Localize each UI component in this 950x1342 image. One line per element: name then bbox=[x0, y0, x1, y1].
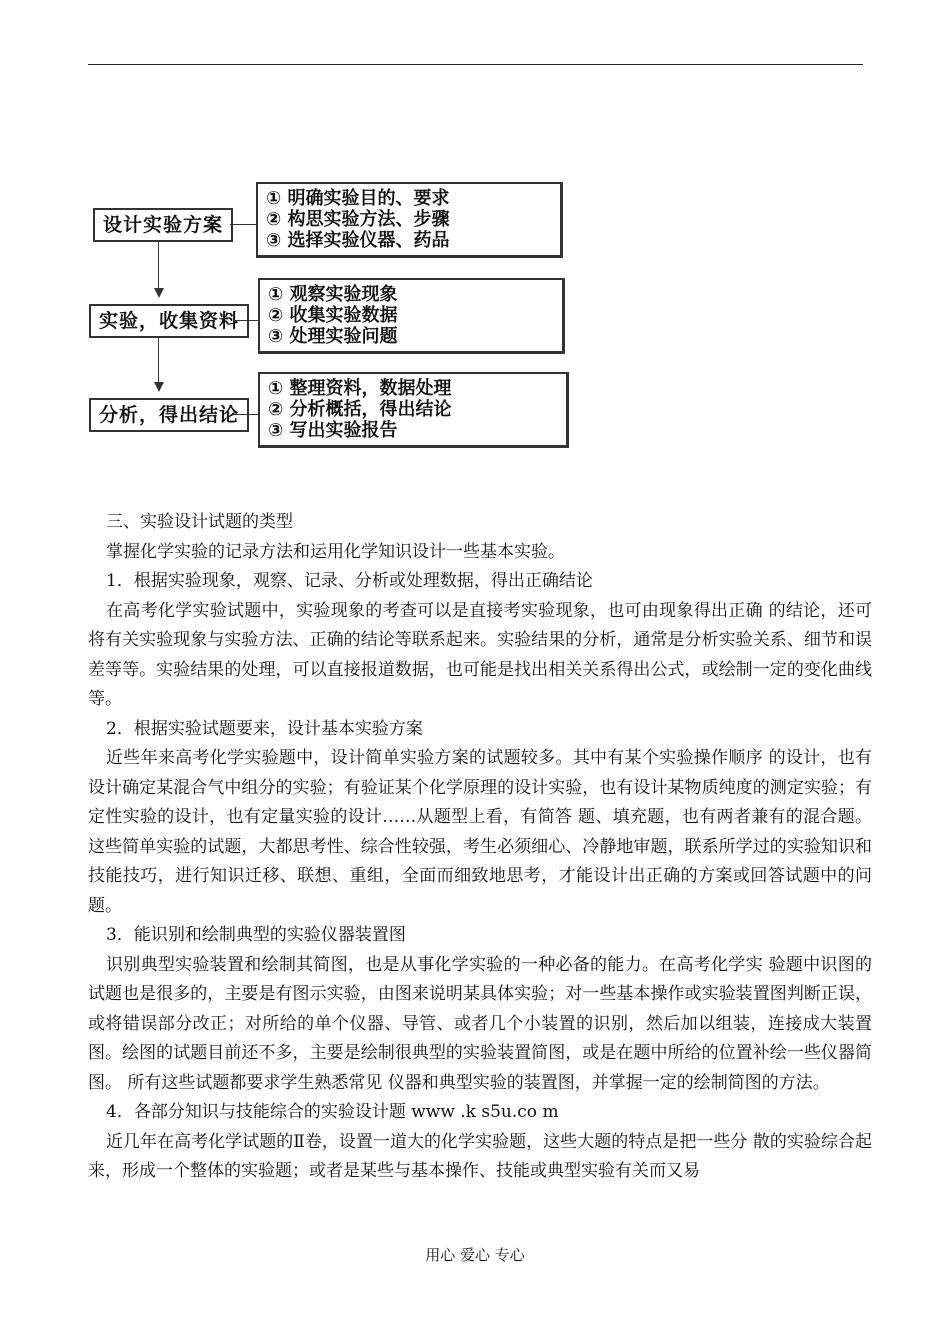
flow-arrow-line bbox=[158, 338, 159, 384]
detail-line: ③ 处理实验问题 bbox=[268, 326, 398, 347]
detail-box-experiment bbox=[258, 278, 565, 354]
item-paragraph: 近几年在高考化学试题的Ⅱ卷，设置一道大的化学实验题，这些大题的特点是把一些分 散的实验综合起来，形成一个整体的实验题；或者是某些与基本操作、技能或典型实验有关而又易 bbox=[88, 1131, 872, 1181]
stage-design-plan: 设计实验方案 bbox=[93, 208, 233, 242]
item-heading: 4．各部分知识与技能综合的实验设计题 www .k s5u.co m bbox=[106, 1102, 559, 1122]
item-paragraph: 近些年来高考化学实验题中，设计简单实验方案的试题较多。其中有某个实验操作顺序 的设计，也有设计确定某混合气中组分的实验；有验证某个化学原理的设计实验，也有设计某物质纯度的测定实验；有定性实验的设计，也有定量实验的设计……从题型上看，有简答 题、填充题，也有两者兼有的混合题。这些简单实验的试题，大都思考性、综合性较强，考生必须细心、冷静地审题，联系所学过的实验知识和技能技巧，进行知识迁移、联想、重组，全面而细致地思考，才能设计出正确的方案或回答试题中的问题。 bbox=[88, 748, 872, 916]
detail-line: ① 观察实验现象 bbox=[268, 284, 398, 305]
detail-box-design bbox=[256, 182, 563, 258]
stage-experiment-collect: 实验，收集资料 bbox=[89, 304, 249, 338]
arrow-down-icon bbox=[154, 288, 164, 298]
detail-line: ③ 选择实验仪器、药品 bbox=[266, 230, 450, 251]
detail-line: ② 构思实验方法、步骤 bbox=[266, 209, 450, 230]
detail-line: ③ 写出实验报告 bbox=[268, 420, 398, 441]
detail-line: ② 分析概括，得出结论 bbox=[268, 399, 452, 420]
item-heading: 3．能识别和绘制典型的实验仪器装置图 bbox=[106, 925, 406, 945]
item-paragraph: 在高考化学实验试题中，实验现象的考查可以是直接考实验现象，也可由现象得出正确 的结论，还可将有关实验现象与实验方法、正确的结论等联系起来。实验结果的分析，通常是分析实验关系、细节和误差等等。实验结果的处理，可以直接报道数据，也可能是找出相关关系得出公式，或绘制一定的变化曲线等。 bbox=[88, 600, 872, 709]
item-heading: 2．根据实验试题要来，设计基本实验方案 bbox=[106, 718, 423, 739]
flow-arrow-line bbox=[158, 242, 159, 290]
intro-paragraph: 掌握化学实验的记录方法和运用化学知识设计一些基本实验。 bbox=[106, 541, 565, 562]
document-body bbox=[88, 508, 872, 1187]
page-footer: 用心 爱心 专心 bbox=[425, 1246, 525, 1264]
connector bbox=[234, 320, 258, 321]
detail-line: ② 收集实验数据 bbox=[268, 305, 398, 326]
stage-analyze-conclude: 分析，得出结论 bbox=[89, 398, 249, 432]
item-heading: 1．根据实验现象，观察、记录、分析或处理数据，得出正确结论 bbox=[106, 571, 593, 591]
arrow-down-icon bbox=[154, 382, 164, 392]
detail-line: ① 整理资料，数据处理 bbox=[268, 378, 452, 399]
section-title: 三、实验设计试题的类型 bbox=[106, 512, 293, 532]
connector bbox=[230, 224, 256, 225]
flowchart bbox=[0, 0, 950, 470]
detail-box-analysis bbox=[258, 372, 569, 448]
detail-line: ① 明确实验目的、要求 bbox=[266, 188, 450, 209]
connector bbox=[234, 414, 258, 415]
item-paragraph: 识别典型实验装置和绘制其简图，也是从事化学实验的一种必备的能力。在高考化学实 验题中识图的试题也是很多的，主要是有图示实验，由图来说明某具体实验；对一些基本操作或实验装置图判断正误，或将错误部分改正；对所给的单个仪器、导管、或者几个小装置的识别，然后加以组装，连接成大装置图。绘图的试题目前还不多，主要是绘制很典型的实验装置简图，或是在题中所给的位置补绘一些仪器简图。 所有这些试题都要求学生熟悉常见 仪器和典型实验的装置图，并掌握一定的绘制简图的方法。 bbox=[88, 954, 872, 1093]
